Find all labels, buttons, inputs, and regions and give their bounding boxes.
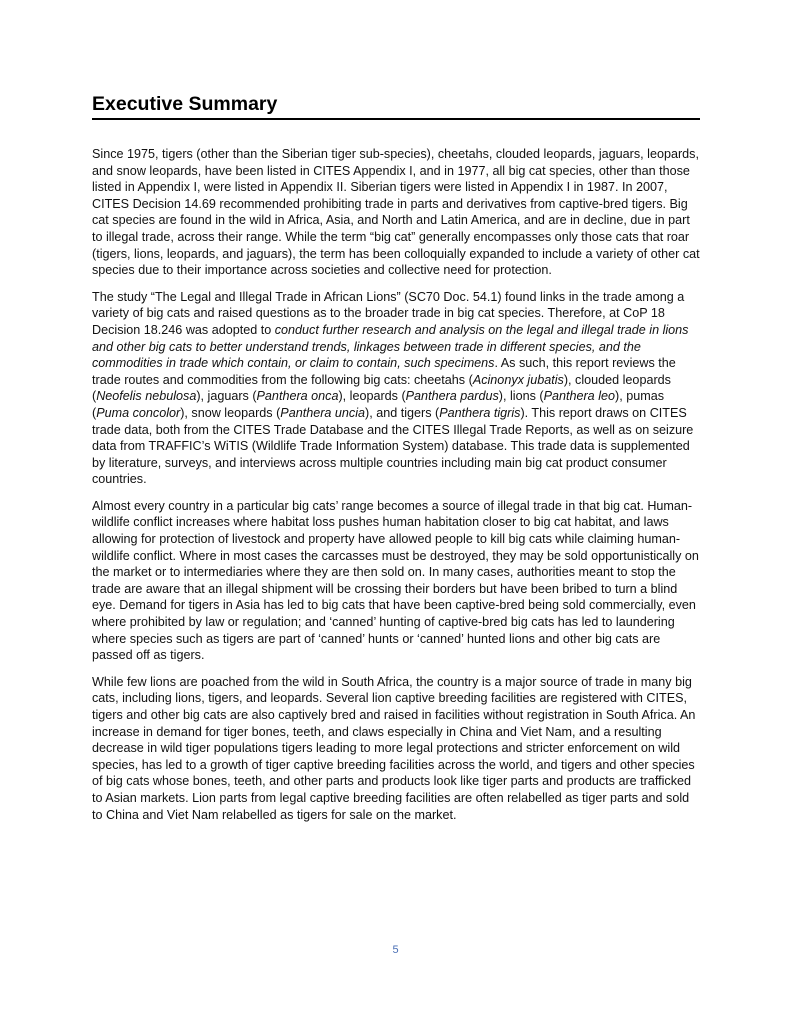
page-heading: Executive Summary: [92, 92, 700, 120]
paragraph-1: Since 1975, tigers (other than the Siberian tiger sub-species), cheetahs, clouded leopards, jaguars, leopards, and snow leopards, have been listed in CITES Appendix I, and in 1977, all big cat species, other than those listed in Appendix I, were listed in Appendix II. Siberian tigers were listed in Appendix I in 1987. In 2007, CITES Decision 14.69 recommended prohibiting trade in parts and derivatives from captive-bred tigers. Big cat species are found in the wild in Africa, Asia, and North and Latin America, and are in decline, due in part to illegal trade, across their range. While the term “big cat” generally encompasses only those cats that roar (tigers, lions, leopards, and jaguars), the term has been colloquially expanded to include a variety of other cat species due to their importance across societies and collective need for protection.: [92, 147, 700, 278]
paragraph-4: While few lions are poached from the wild in South Africa, the country is a major source of trade in many big cats, including lions, tigers, and leopards. Several lion captive breeding facilities are registered with CITES, tigers and other big cats are also captively bred and raised in facilities without registration in South Africa. An increase in demand for tiger bones, teeth, and claws especially in China and Viet Nam, and a resulting decrease in wild tiger populations tigers leading to more legal protections and stricter enforcement on wild species, has led to a growth of tiger captive breeding facilities across the world, and tigers and other species of big cats whose bones, teeth, and other parts and products look like tiger parts and products are trafficked to Asian markets. Lion parts from legal captive breeding facilities are often relabelled as tiger parts and sold to China and Viet Nam relabelled as tigers for sale on the market.: [92, 674, 696, 822]
paragraph-3: Almost every country in a particular big cats’ range becomes a source of illegal trade in that big cat. Human-wildlife conflict increases where habitat loss pushes human habitation closer to big cat habitat, and laws allowing for protection of livestock and property have allowed people to kill big cats while claiming human-wildlife conflict. Where in most cases the carcasses must be destroyed, they may be sold opportunistically on the market or to intermediaries where they are then sold on. In many cases, authorities meant to stop the trade are aware that an illegal shipment will be crossing their borders but have been bribed to turn a blind eye. Demand for tigers in Asia has led to big cats that have been captive-bred being sold commercially, even where prohibited by law or regulation; and ‘canned’ hunting of captive-bred big cats has led to laundering where species such as tigers are part of ‘canned’ hunts or ‘canned’ hunted lions and other big cats are passed off as tigers.: [92, 498, 699, 663]
paragraph-2: The study “The Legal and Illegal Trade in African Lions” (SC70 Doc. 54.1) found links in the trade among a variety of big cats and raised questions as to the broader trade in big cat species. Therefore, at CoP 18 Decision 18.246 was adopted to conduct further research and analysis on the legal and illegal trade in lions and other big cats to better understand trends, linkages between trade in different species, and the commodities in trade which contain, or claim to contain, such specimens. As such, this report reviews the trade routes and commodities from the following big cats: cheetahs (Acinonyx jubatis), clouded leopards (Neofelis nebulosa), jaguars (Panthera onca), leopards (Panthera pardus), lions (Panthera leo), pumas (Puma concolor), snow leopards (Panthera uncia), and tigers (Panthera tigris). This report draws on CITES trade data, both from the CITES Trade Database and the CITES Illegal Trade Reports, as well as on seizure data from TRAFFIC’s WiTIS (Wildlife Trade Information System) database. This trade data is supplemented by literature, surveys, and interviews across multiple countries including main big cat product consumer countries.: [92, 289, 694, 487]
body-text: [92, 146, 702, 833]
page-number: 5: [392, 944, 399, 956]
decision-quote: conduct further research and analysis on the legal and illegal trade in lions and other big cats to better understand trends, linkages between trade in different species, and the commodities in trade which contain, or claim to contain, such specimens: [92, 322, 689, 371]
